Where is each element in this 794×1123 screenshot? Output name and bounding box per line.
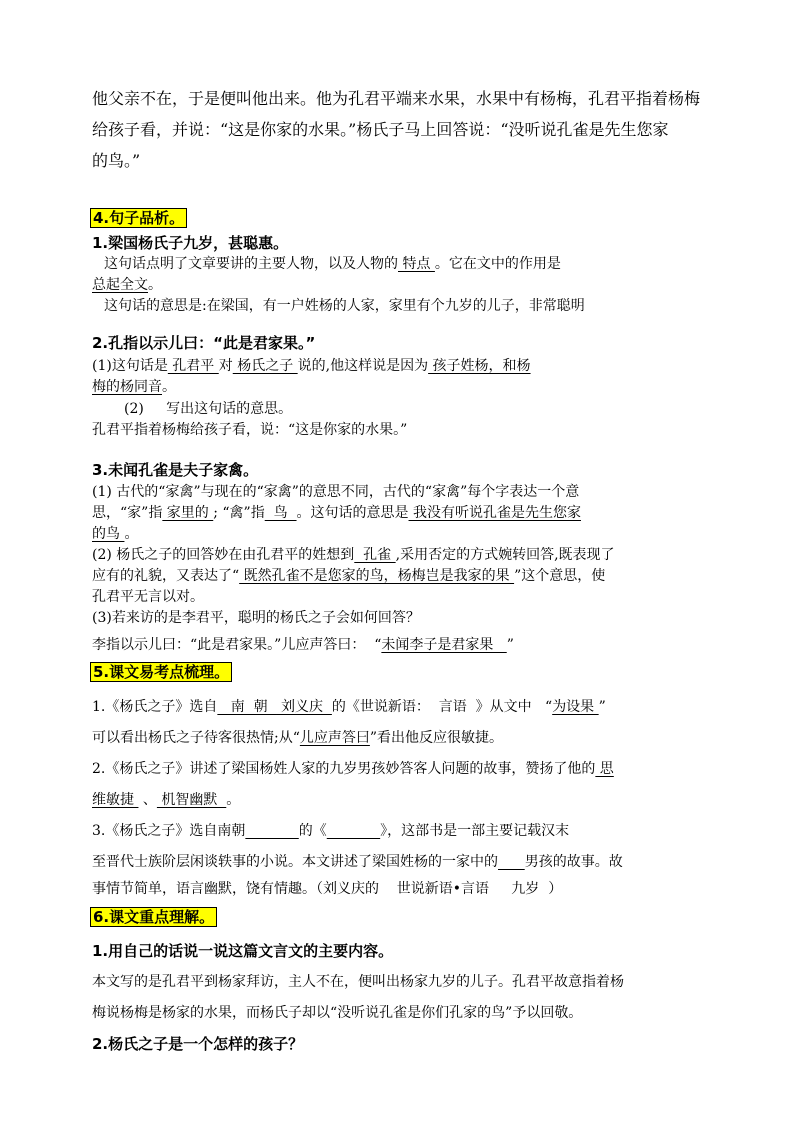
s5-i2-end: 。 bbox=[226, 792, 241, 808]
s5-i1-l2-pre: 可以看出杨氏之子待客很热情;从“ bbox=[92, 730, 300, 746]
s5-item-1-line-2 bbox=[92, 727, 503, 747]
s5-i3-blank-2 bbox=[327, 823, 380, 839]
s5-i3-pre: 3.《杨氏之子》选自南朝 bbox=[92, 823, 246, 839]
q4-3-p1-answer-3b: 的鸟 bbox=[92, 526, 125, 542]
section-4-heading bbox=[90, 207, 187, 228]
q4-1-a1-answer-2: 总起全文 bbox=[92, 277, 148, 293]
s5-i3-l2-blank bbox=[498, 854, 525, 870]
q4-3-p1-line-2 bbox=[92, 502, 581, 522]
q4-3-p1-end: 。 bbox=[124, 526, 139, 542]
q4-3-p2-pre: (2) 杨氏之子的回答妙在由孔君平的姓想到 bbox=[92, 547, 355, 563]
q4-2-title: 2.孔指以示儿曰：“此是君家果。” bbox=[92, 334, 316, 352]
q4-3-p1-answer-2: 鸟 bbox=[264, 505, 297, 521]
q4-3-p2-line-3: 孔君平无言以对。 bbox=[92, 589, 204, 605]
q4-2-p1-answer-1: 孔君平 bbox=[167, 358, 219, 374]
q4-3-p2-l2-pre: 应有的礼貌，又表达了“ bbox=[92, 568, 240, 584]
q4-2-p1-answer-2: 杨氏之子 bbox=[232, 358, 298, 374]
s5-i2-answer-2: 机智幽默 bbox=[156, 792, 227, 808]
s5-item-3-line-1 bbox=[92, 820, 569, 840]
q4-2-p1-line-1 bbox=[92, 355, 531, 375]
s5-i1-l2-post: ”看出他反应很敏捷。 bbox=[369, 730, 504, 746]
q4-1-meaning: 这句话的意思是:在梁国，有一户姓杨的人家，家里有个九岁的儿子，非常聪明 bbox=[104, 298, 585, 314]
q4-1-a1-answer: 特点 bbox=[398, 256, 435, 272]
s5-i2-pre: 2.《杨氏之子》讲述了梁国杨姓人家的九岁男孩妙答客人问题的故事，赞扬了他的 bbox=[92, 761, 596, 777]
q4-1-answer-line-1 bbox=[104, 253, 561, 273]
s5-i2-answer-1: 维敏捷 bbox=[92, 792, 139, 808]
s5-i3-l2-pre: 至晋代士族阶层闲谈轶事的小说。本文讲述了梁国姓杨的一家中的 bbox=[92, 854, 498, 870]
s5-item-2-line-1 bbox=[92, 758, 614, 778]
q4-3-title: 3.未闻孔雀是夫子家禽。 bbox=[92, 461, 259, 479]
q4-3-p1-answer-1: 家里的 bbox=[162, 505, 214, 521]
s5-i1-l2-answer: 儿应声答曰 bbox=[299, 730, 370, 746]
q4-1-a1-end: 。 bbox=[148, 277, 162, 293]
q4-3-p3-answer bbox=[92, 634, 514, 654]
q4-3-p2-line-1 bbox=[92, 544, 615, 564]
q4-3-p3-answer-end: ” bbox=[506, 637, 514, 653]
q4-3-p3-answer-pre: 李指以示儿曰：“此是君家果。”儿应声答曰： “ bbox=[92, 637, 382, 653]
intro-line-2: 给孩子看，并说：“这是你家的水果。”杨氏子马上回答说：“没听说孔雀是先生您家 bbox=[92, 120, 669, 139]
q4-3-p3: (3)若来访的是李君平，聪明的杨氏之子会如何回答？ bbox=[92, 610, 420, 626]
s5-item-3-line-3: 事情节简单，语言幽默，饶有情趣。（刘义庆的 世说新语•言语 九岁 ） bbox=[92, 881, 563, 897]
q4-3-p2-l2-answer: 既然孔雀不是您家的鸟，杨梅岂是我家的果 bbox=[239, 568, 515, 584]
q4-1-answer-line-2 bbox=[92, 274, 162, 294]
s6-q2-title: 2.杨氏之子是一个怎样的孩子？ bbox=[92, 1035, 304, 1053]
s5-item-2-line-2 bbox=[92, 789, 240, 809]
s5-i2-answer: 思 bbox=[595, 761, 614, 777]
s5-i1-pre: 1.《杨氏之子》选自 bbox=[92, 699, 218, 715]
q4-3-p1-line-1: (1) 古代的“家禽”与现在的“家禽”的意思不同，古代的“家禽”每个字表达一个意 bbox=[92, 484, 580, 500]
q4-2-p2: (2) 写出这句话的意思。 bbox=[124, 401, 293, 417]
s5-i3-blank-1 bbox=[245, 823, 298, 839]
q4-1-title: 1.梁国杨氏子九岁，甚聪惠。 bbox=[92, 234, 289, 252]
s5-i2-mid: 、 bbox=[138, 792, 157, 808]
q4-3-p2-line-2 bbox=[92, 565, 605, 585]
s6-q1-answer-line-2: 梅说杨梅是杨家的水果，而杨氏子却以“没听说孔雀是你们孔家的鸟”予以回敬。 bbox=[92, 1005, 583, 1021]
s5-i1-answer-2: 刘义庆 bbox=[276, 699, 332, 715]
section-5-heading bbox=[90, 661, 232, 682]
s6-q1-answer-line-1: 本文写的是孔君平到杨家拜访，主人不在，便叫出杨家九岁的儿子。孔君平故意指着杨 bbox=[92, 974, 624, 990]
q4-3-p2-l2-post: ”这个意思，使 bbox=[514, 568, 606, 584]
s5-i1-answer-1: 南 朝 bbox=[217, 699, 277, 715]
q4-3-p1-mid: ; “禽”指 bbox=[213, 505, 265, 521]
s5-i1-end: ” bbox=[598, 699, 606, 715]
s5-i3-l2-post: 男孩的故事。故 bbox=[524, 854, 623, 870]
s5-item-3-line-2 bbox=[92, 851, 623, 871]
intro-line-1: 他父亲不在，于是便叫他出来。他为孔君平端来水果，水果中有杨梅，孔君平指着杨梅 bbox=[92, 89, 701, 108]
q4-3-p1-line-3 bbox=[92, 523, 138, 543]
q4-2-p1-answer-3b: 梅的杨同音 bbox=[92, 379, 162, 395]
q4-3-p2-post: ,采用否定的方式婉转回答,既表现了 bbox=[395, 547, 615, 563]
q4-2-p1-mid-1: 对 bbox=[218, 358, 233, 374]
q4-2-p1-mid-2: 说的,他这样说是因为 bbox=[297, 358, 429, 374]
q4-1-a1-pre: 这句话点明了文章要讲的主要人物，以及人物的 bbox=[104, 256, 398, 272]
s5-i1-mid: 的《世说新语： 言语 》从文中 “ bbox=[331, 699, 553, 715]
q4-2-p2-answer: 孔君平指着杨梅给孩子看，说：“这是你家的水果。” bbox=[92, 422, 408, 438]
q4-2-p1-end: 。 bbox=[162, 379, 176, 395]
s5-i3-mid: 的《 bbox=[298, 823, 327, 839]
s6-q1-title: 1.用自己的话说一说这篇文言文的主要内容。 bbox=[92, 942, 394, 960]
q4-3-p1-answer-3: 我没有听说孔雀是先生您家 bbox=[408, 505, 581, 521]
q4-2-p1-pre: (1)这句话是 bbox=[92, 358, 168, 374]
s5-i1-answer-3: 为设果 bbox=[552, 699, 599, 715]
section-5-heading-text: 5.课文易考点梳理。 bbox=[90, 662, 232, 682]
q4-3-p1-mid-2: 。这句话的意思是 bbox=[296, 505, 409, 521]
q4-2-p1-answer-3: 孩子姓杨，和杨 bbox=[428, 358, 531, 374]
q4-2-p1-line-2 bbox=[92, 376, 176, 396]
q4-3-p3-answer-text: 未闻李子是君家果 bbox=[381, 637, 507, 653]
s5-i3-post: 》，这部书是一部主要记载汉末 bbox=[380, 823, 570, 839]
q4-3-p1-pre: 思，“家”指 bbox=[92, 505, 163, 521]
s5-item-1-line-1 bbox=[92, 696, 606, 716]
section-4-heading-text: 4.句子品析。 bbox=[90, 208, 187, 228]
section-6-heading-text: 6.课文重点理解。 bbox=[90, 907, 217, 927]
q4-3-p2-answer: 孔雀 bbox=[354, 547, 396, 563]
intro-line-3: 的鸟。” bbox=[92, 151, 141, 170]
q4-1-a1-post: 。它在文中的作用是 bbox=[434, 256, 561, 272]
section-6-heading bbox=[90, 906, 217, 927]
